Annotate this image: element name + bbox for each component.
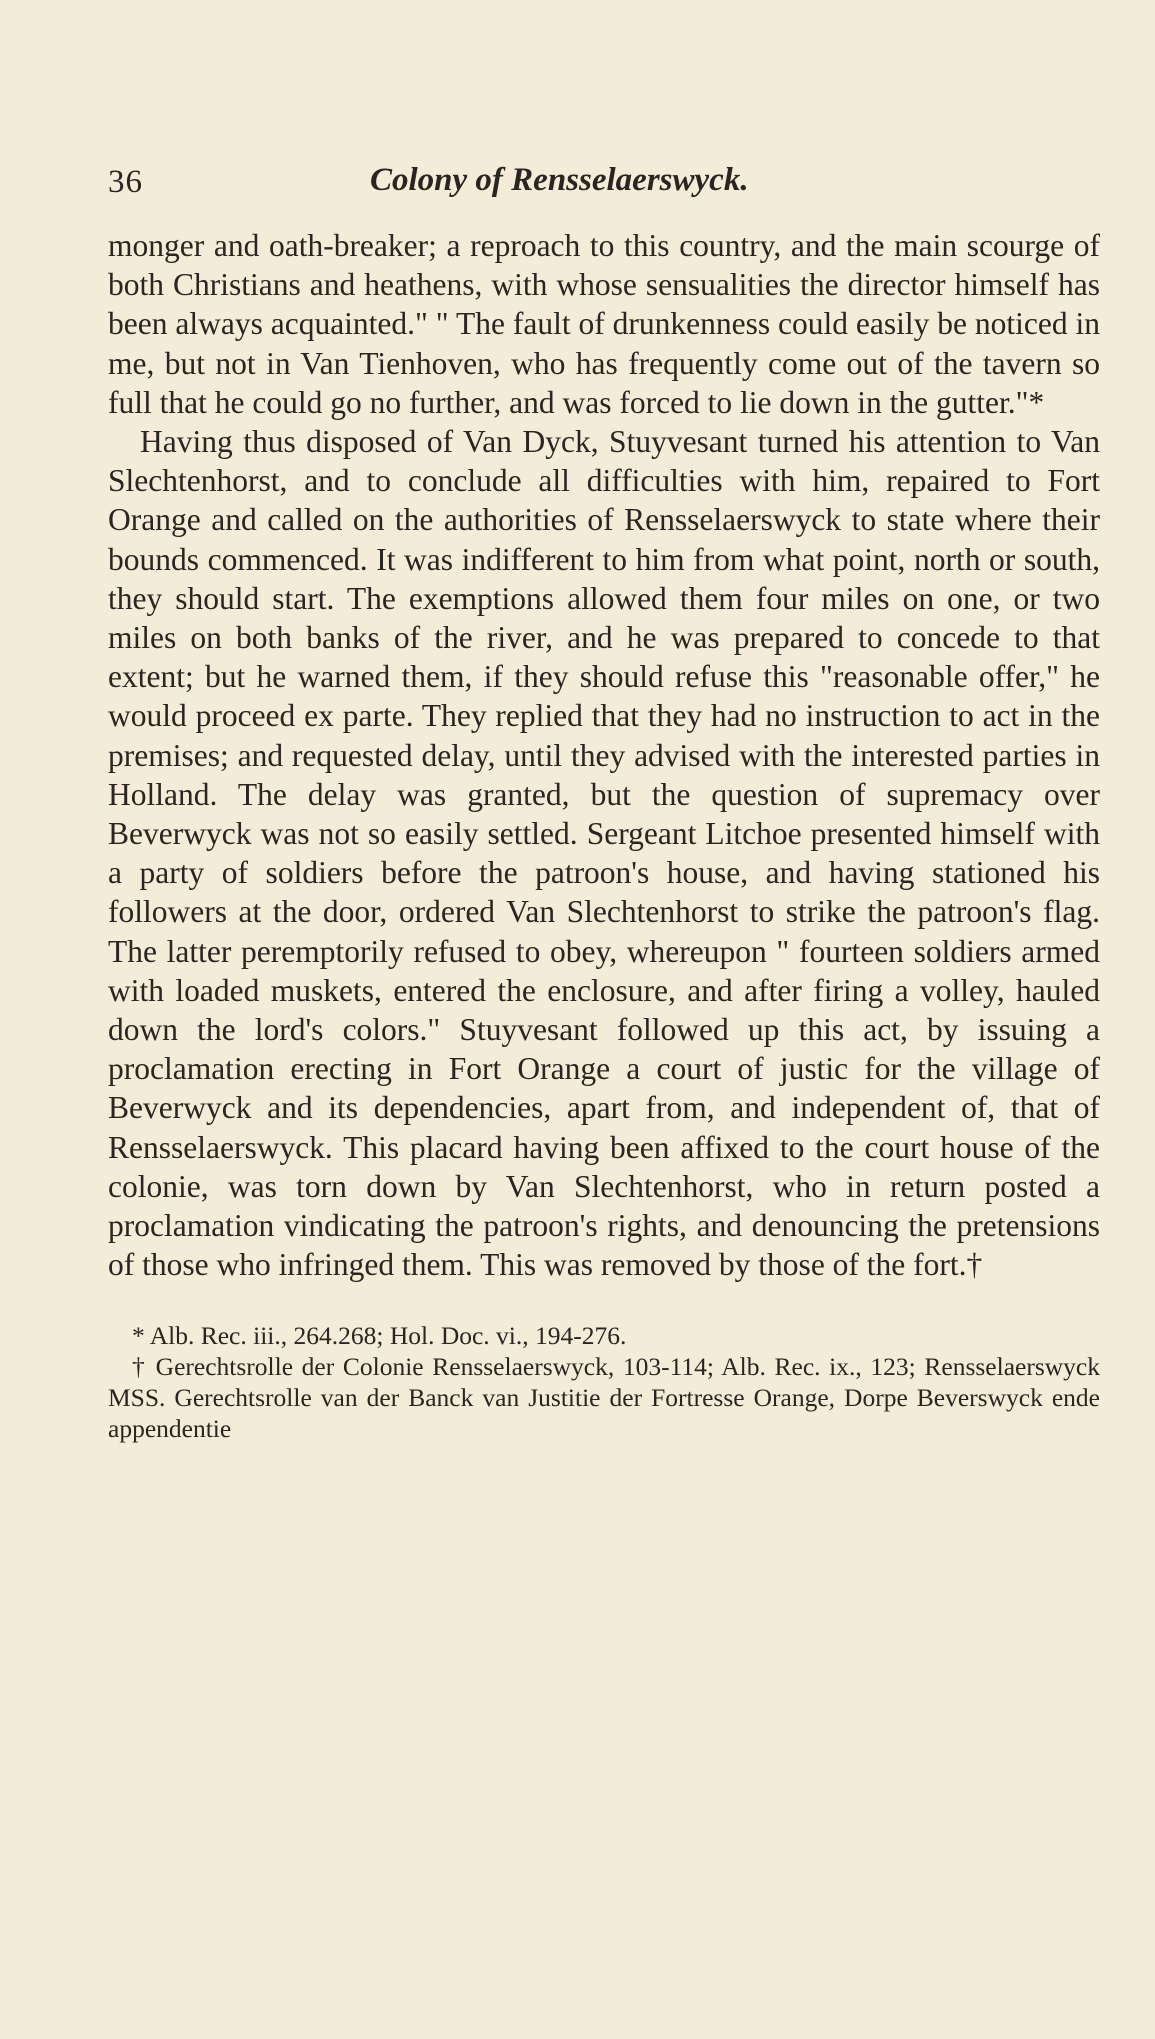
running-head [108,160,1100,220]
footnote-asterisk: * Alb. Rec. iii., 264.268; Hol. Doc. vi., 194-276. [132,1321,627,1351]
paragraph: Having thus disposed of Van Dyck, Stuyvesant turned his attention to Van Slechtenhorst, and to conclude all difficulties with him, repaired to Fort Orange and called on the authorities of Rensselaerswyck to state where their bounds commenced. It was indifferent to him from what point, north or south, they should start. The exemptions allowed them four miles on one, or two miles on both banks of the river, and he was prepared to concede to that extent; but he warned them, if they should refuse this "reasonable offer," he would proceed ex parte. They replied that they had no instruction to act in the premises; and requested delay, until they advised with the interested parties in Holland. The delay was granted, but the question of supremacy over Beverwyck was not so easily settled. Sergeant Litchoe presented himself with a party of soldiers before the patroon's house, and having stationed his followers at the door, ordered Van Slechtenhorst to strike the patroon's flag. The latter peremptorily refused to obey, whereupon " fourteen soldiers armed with loaded muskets, entered the enclosure, and after firing a volley, hauled down the lord's colors." Stuyvesant followed up this act, by issuing a proclamation erecting in Fort Orange a court of justic for the village of Beverwyck and its dependencies, apart from, and independent of, that of Rensselaerswyck. This placard having been affixed to the court house of the colonie, was torn down by Van Slechtenhorst, who in return posted a proclamation vindicating the patroon's rights, and denouncing the pretensions of those who infringed them. This was removed by those of the fort.† [108,424,1100,1283]
paragraph-continued: monger and oath-breaker; a reproach to this country, and the main scourge of both Christians and heathens, with whose sensualities the director himself has been always acquainted." " The fault of drunkenness could easily be noticed in me, but not in Van Tienhoven, who has frequently come out of the tavern so full that he could go no further, and was forced to lie down in the gutter."* [108,228,1100,420]
book-page [108,160,1100,1444]
footnotes [108,1320,1100,1444]
body-text [108,226,1100,1284]
page-number: 36 [108,164,143,200]
footnote-dagger: † Gerechtsrolle der Colonie Rensselaerswyck, 103-114; Alb. Rec. ix., 123; Rensselaerswyck MSS. Gerechtsrolle van der Banck van Justitie der Fortresse Orange, Dorpe Beverswyck ende appendentie [108,1352,1100,1444]
running-title: Colony of Rensselaerswyck. [370,162,749,198]
